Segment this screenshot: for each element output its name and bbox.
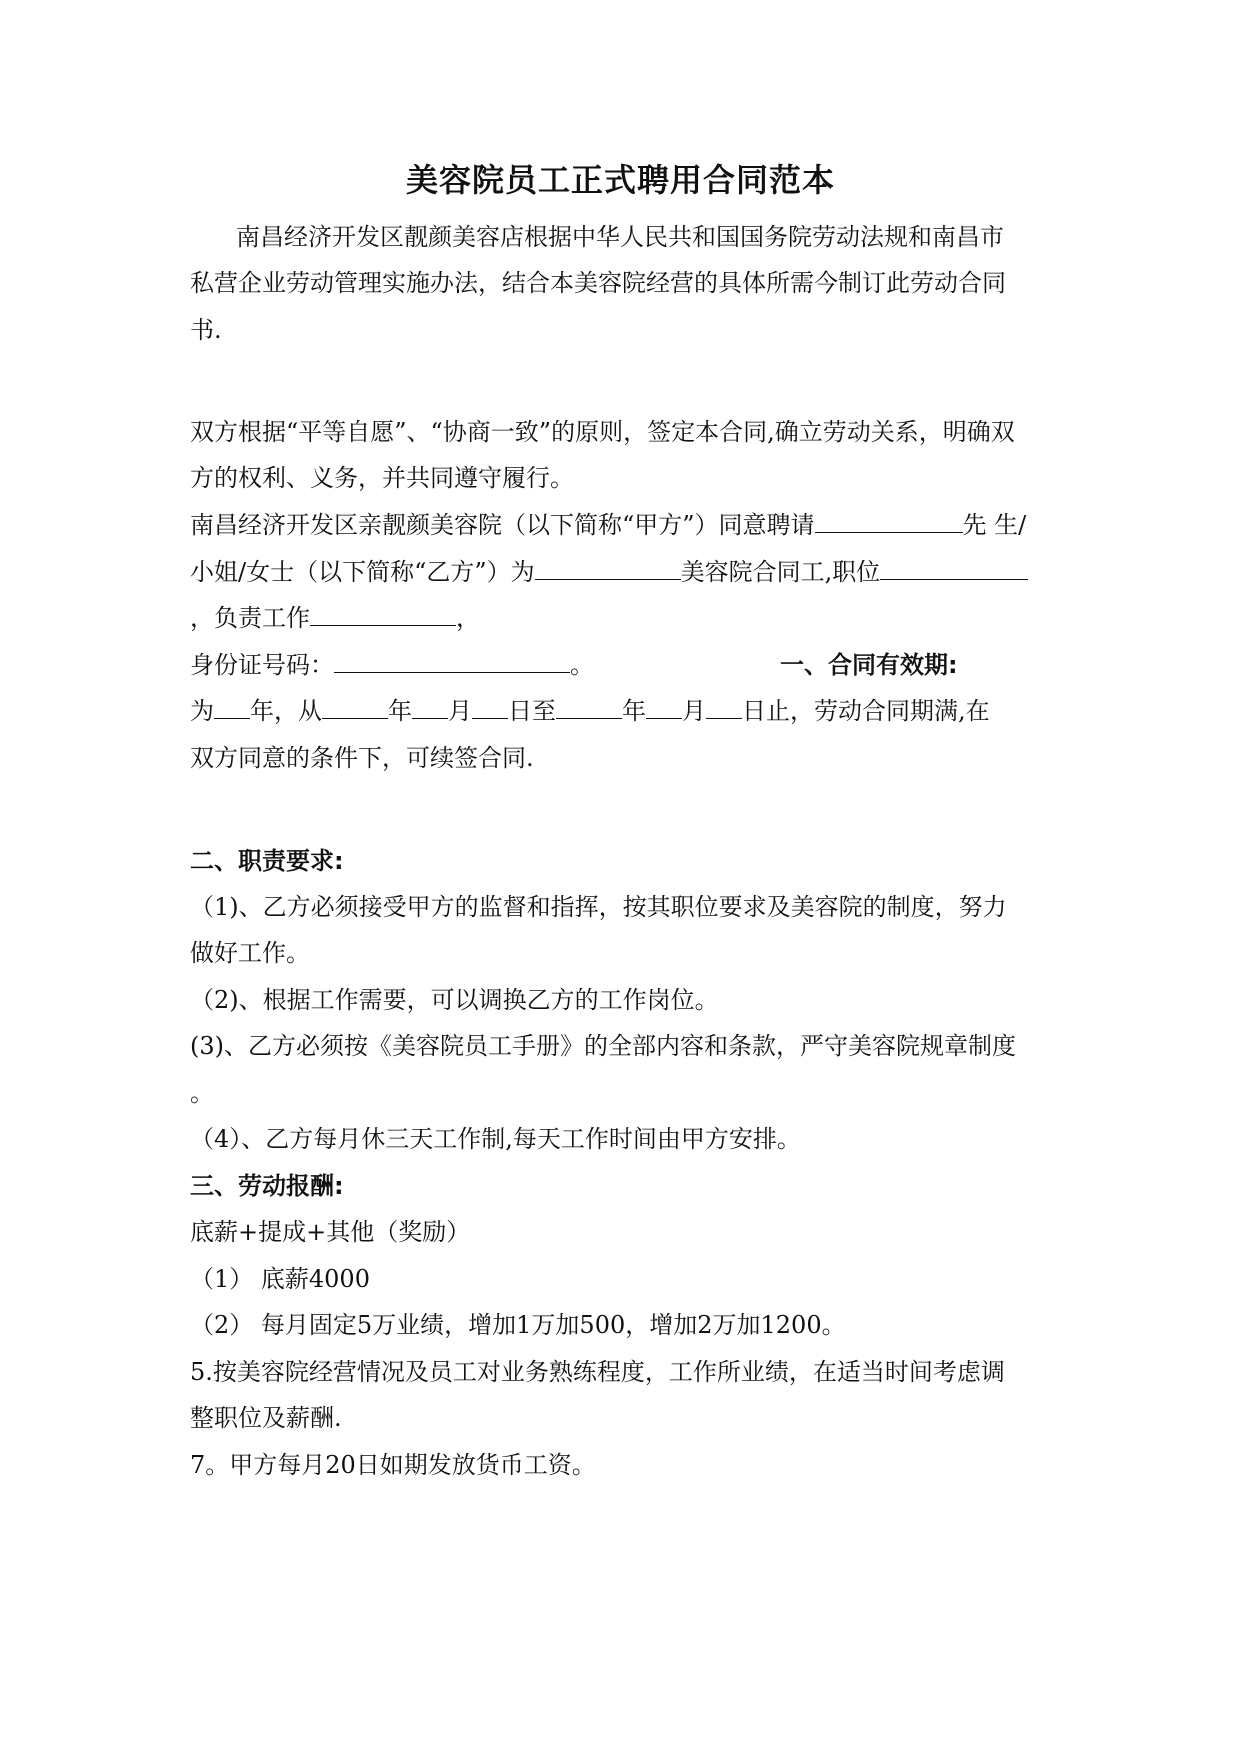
employee-name-blank bbox=[815, 510, 963, 533]
intro-line-2: 私营企业劳动管理实施办法，结合本美容院经营的具体所需今制订此劳动合同 bbox=[190, 269, 1006, 297]
term-text-e: 日至 bbox=[508, 697, 556, 725]
parties-line-3 bbox=[190, 601, 480, 635]
start-day-blank bbox=[472, 696, 508, 719]
position-blank bbox=[880, 557, 1028, 580]
section-2-heading: 二、职责要求: bbox=[190, 847, 344, 875]
term-years-blank bbox=[214, 696, 250, 719]
duty-item-2: （2)、根据工作需要，可以调换乙方的工作岗位。 bbox=[190, 986, 719, 1014]
parties-line-1 bbox=[190, 508, 1026, 542]
end-year-blank bbox=[556, 696, 622, 719]
duty-item-3-line-2: 。 bbox=[190, 1079, 214, 1107]
pay-item-7: 7。甲方每月20日如期发放货币工资。 bbox=[190, 1451, 596, 1479]
renewal-line: 双方同意的条件下，可续签合同. bbox=[190, 744, 534, 772]
position-label: 美容院合同工,职位 bbox=[680, 558, 881, 586]
id-number-label: 身份证号码： bbox=[190, 651, 334, 679]
pay-item-5-line-1: 5.按美容院经营情况及员工对业务熟练程度，工作所业绩，在适当时间考虑调 bbox=[190, 1358, 1005, 1386]
parties-line-2 bbox=[190, 555, 1028, 589]
pay-item-5-line-2: 整职位及薪酬. bbox=[190, 1404, 342, 1432]
parties-line-1-text: 南昌经济开发区亲靓颜美容院（以下简称“甲方”）同意聘请 bbox=[190, 511, 815, 539]
start-month-blank bbox=[412, 696, 448, 719]
duty-blank bbox=[310, 603, 456, 626]
title-suffix-text: 先 生/ bbox=[962, 511, 1027, 539]
document-title: 美容院员工正式聘用合同范本 bbox=[405, 161, 835, 199]
duty-item-1-line-1: （1)、乙方必须接受甲方的监督和指挥，按其职位要求及美容院的制度，努力 bbox=[190, 893, 1007, 921]
term-text-h: 日止，劳动合同期满,在 bbox=[742, 697, 990, 725]
pay-item-2: （2） 每月固定5万业绩，增加1万加500，增加2万加1200。 bbox=[190, 1311, 846, 1339]
start-year-blank bbox=[322, 696, 388, 719]
intro-line-1: 南昌经济开发区靓颜美容店根据中华人民共和国国务院劳动法规和南昌市 bbox=[236, 223, 1004, 251]
duty-label: ，负责工作 bbox=[190, 604, 310, 632]
principle-line-2: 方的权利、义务，并共同遵守履行。 bbox=[190, 464, 574, 492]
id-number-line bbox=[190, 648, 594, 682]
employment-type-blank bbox=[535, 557, 681, 580]
end-month-blank bbox=[646, 696, 682, 719]
term-text-a: 为 bbox=[190, 697, 214, 725]
duty-item-1-line-2: 做好工作。 bbox=[190, 939, 310, 967]
term-text-c: 年 bbox=[388, 697, 412, 725]
pay-formula: 底薪+提成+其他（奖励） bbox=[190, 1218, 471, 1246]
section-1-heading: 一、合同有效期: bbox=[780, 651, 958, 679]
duty-item-4: （4）、乙方每月休三天工作制,每天工作时间由甲方安排。 bbox=[190, 1125, 801, 1153]
duty-item-3-line-1: (3)、乙方必须按《美容院员工手册》的全部内容和条款，严守美容院规章制度 bbox=[190, 1032, 1016, 1060]
term-text-g: 月 bbox=[682, 697, 706, 725]
principle-line-1: 双方根据“平等自愿”、“协商一致”的原则，签定本合同,确立劳动关系，明确双 bbox=[190, 418, 1015, 446]
contract-term-line bbox=[190, 694, 990, 728]
section-3-heading: 三、劳动报酬: bbox=[190, 1172, 344, 1200]
duty-suffix: ， bbox=[456, 604, 480, 632]
end-day-blank bbox=[706, 696, 742, 719]
term-text-b: 年，从 bbox=[250, 697, 322, 725]
id-number-blank bbox=[334, 650, 570, 673]
term-text-f: 年 bbox=[622, 697, 646, 725]
term-text-d: 月 bbox=[448, 697, 472, 725]
intro-line-3: 书. bbox=[190, 316, 222, 344]
parties-line-2-text: 小姐/女士（以下简称“乙方”）为 bbox=[190, 558, 535, 586]
pay-item-1: （1） 底薪4000 bbox=[190, 1265, 370, 1293]
id-number-suffix: 。 bbox=[570, 651, 594, 679]
